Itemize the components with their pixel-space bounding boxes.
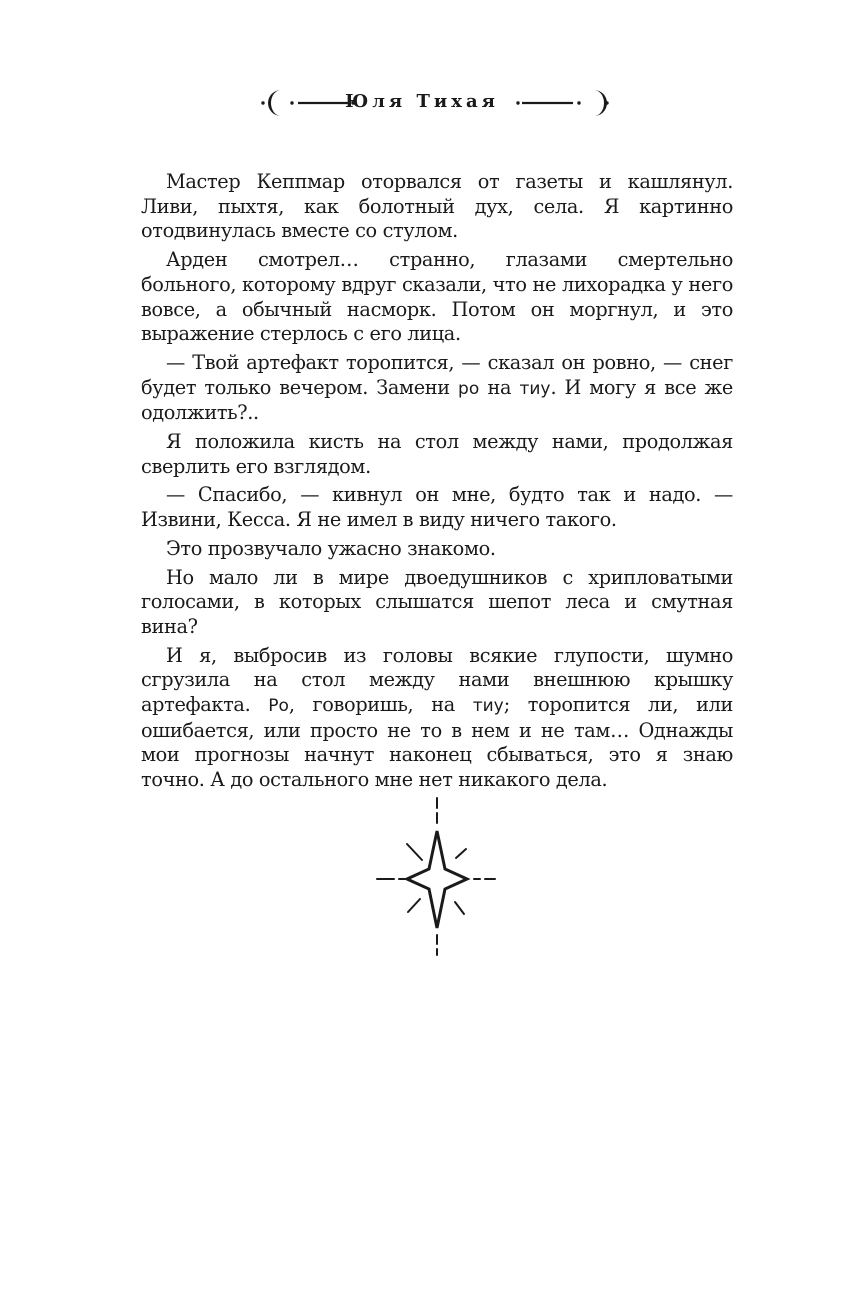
paragraph: [141, 351, 733, 426]
rune-tiu: тиу: [472, 696, 504, 717]
running-header: [0, 86, 844, 122]
paragraph: [141, 644, 733, 793]
paragraph: — Спасибо, — кивнул он мне, будто так и надо. — Извини, Кесса. Я не имел в виду ничего такого.: [141, 483, 733, 532]
paragraph-text: — Твой артефакт торопится, — сказал он ровно, — снег будет только вечером. Замени: [141, 350, 733, 399]
rune-ro: Ро: [268, 696, 289, 717]
paragraph-text: И я, выбросив из головы всякие глупости, шумно сгрузила на стол между нами внешнюю крышку артефакта.: [141, 643, 733, 717]
paragraph: Но мало ли в мире двоедушников с хрипловатыми голосами, в которых слышатся шепот леса и смутная вина?: [141, 565, 733, 638]
paragraph: Мастер Кеппмар оторвался от газеты и кашлянул. Ливи, пыхтя, как болотный дух, села. Я картинно отодвинулась вместе со стулом.: [141, 170, 733, 243]
rune-ro: ро: [458, 378, 480, 399]
paragraph-text: ; торопится ли, или ошибается, или просто не то в нем и не там… Однажды мои прогнозы начнут наконец сбываться, это я знаю точно. А до остального мне нет никакого дела.: [141, 693, 733, 792]
rune-tiu: тиу: [519, 378, 551, 399]
paragraph-text: , говоришь, на: [288, 693, 473, 717]
paragraph-text: на: [479, 375, 520, 399]
paragraph: Это прозвучало ужасно знакомо.: [166, 536, 496, 560]
paragraph-text: . И могу я все же одолжить?..: [141, 375, 733, 425]
paragraph: Я положила кисть на стол между нами, продолжая сверлить его взглядом.: [141, 430, 733, 478]
running-header-author: Юля Тихая: [345, 91, 499, 112]
body-text: [141, 170, 733, 793]
paragraph: Арден смотрел… странно, глазами смертельно больного, которому вдруг сказали, что не лихорадка у него вовсе, а обычный насморк. Потом он моргнул, и это выражение стерлось с его лица.: [141, 248, 733, 346]
four-point-star-icon: [374, 795, 498, 957]
